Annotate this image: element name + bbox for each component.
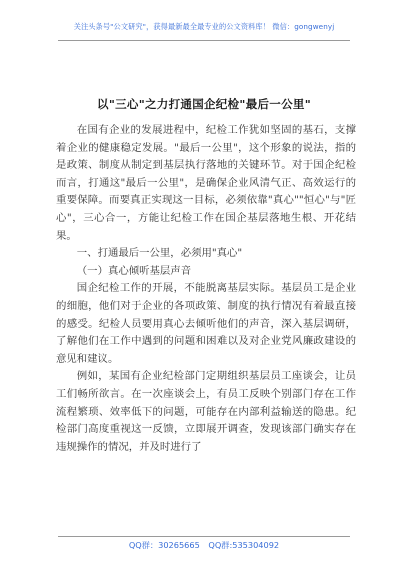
- qq-group-label-2: QQ群:535304092: [208, 540, 280, 550]
- paragraph-intro: 在国有企业的发展进程中，纪检工作犹如坚固的基石，支撑着企业的健康稳定发展。"最后一公里"，这个形象的说法，指的是政策、制度从制定到基层执行落地的关键环节。对于国企纪检而言，打通这"最后一公里"，是确保企业风清气正、高效运行的重要保障。而要真正实现这一目标，必须依靠"真心""恒心"与"匠心"，三心合一，方能让纪检工作在国企基层落地生根、开花结果。: [56, 124, 356, 242]
- subsection-heading: （一）真心倾听基层声音: [76, 264, 192, 277]
- qq-group-label: QQ群：30265665: [128, 540, 200, 550]
- page-footer: [0, 540, 408, 551]
- document-body: [56, 118, 356, 456]
- section-heading: 一、打通最后一公里，必须用"真心": [76, 247, 243, 260]
- paragraph-body: 国企纪检工作的开展，不能脱离基层实际。基层员工是企业的细胞，他们对于企业的各项政策、制度的执行情况有着最直接的感受。纪检人员要用真心去倾听他们的声音，深入基层调研，了解他们在工作中遇到的问题和困难以及对企业党风廉政建设的意见和建议。: [56, 282, 356, 365]
- footer-divider: [58, 536, 350, 537]
- paragraph-example: 例如，某国有企业纪检部门定期组织基层员工座谈会，让员工们畅所欲言。在一次座谈会上，有员工反映个别部门存在工作流程繁琐、效率低下的问题，可能存在内部利益输送的隐患。纪检部门高度重视这一反馈，立即展开调查，发现该部门确实存在违规操作的情况，并及时进行了: [56, 370, 356, 453]
- document-title: 以"三心"之力打通国企纪检"最后一公里": [97, 97, 311, 111]
- page-header: 关注头条号"公文研究"，获得最新最全最专业的公文资料库！ 微信：gongwenyj: [73, 22, 335, 31]
- header-divider: [58, 40, 350, 41]
